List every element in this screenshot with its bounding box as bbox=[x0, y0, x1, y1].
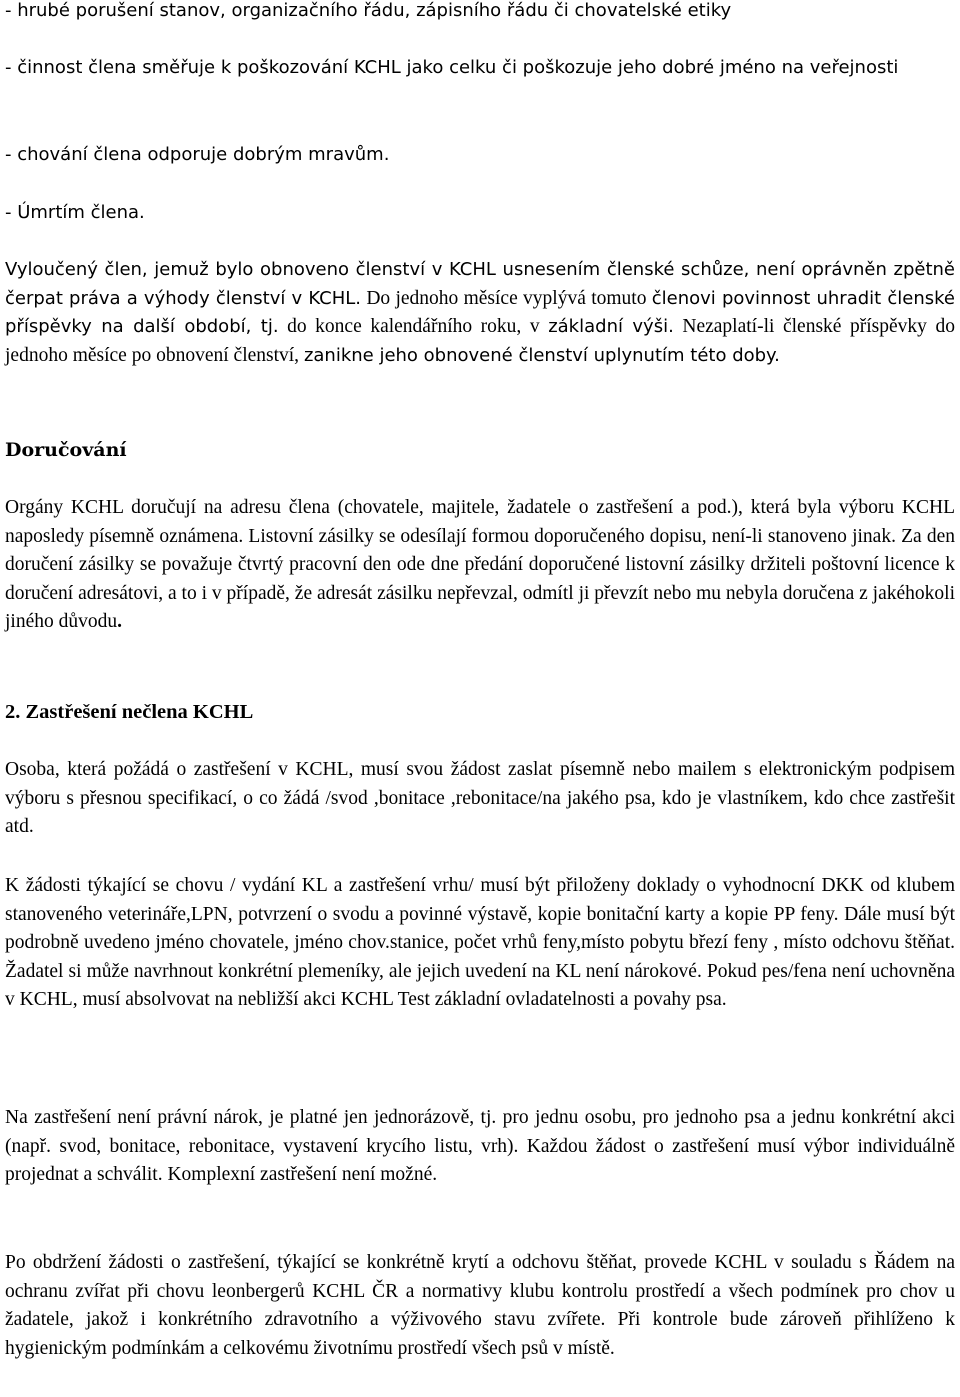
list-item-death: - Úmrtím člena. bbox=[5, 202, 145, 223]
delivery-heading: Doručování bbox=[5, 439, 127, 461]
expelled-text-5: základní výši. bbox=[548, 316, 674, 338]
section-2-heading bbox=[5, 698, 955, 726]
expelled-text-6: Nezaplatí-li členské příspěvky do jednoho měsíce po obnovení členství, bbox=[5, 316, 955, 366]
expelled-text-1: Vyloučený člen, jemuž bylo obnoveno členství v KCHL usnesením členské schůze, není oprávněn zpětně čerpat práva a výhody členství v KCHL. bbox=[5, 259, 955, 309]
expelled-text-2: Do jednoho měsíce vyplývá tomuto bbox=[361, 287, 652, 309]
delivery-text-end: . bbox=[117, 611, 122, 633]
expelled-text-7: zanikne jeho obnovené členství uplynutím této doby. bbox=[303, 344, 780, 366]
expelled-text-3: členovi povinnost uhradit členské příspěvky na další období, tj. bbox=[5, 287, 955, 338]
request-paragraph: Osoba, která požádá o zastřešení v KCHL, musí svou žádost zaslat písemně nebo mailem s elektronickým podpisem výboru s přesnou specifikací, o co žádá /svod ,bonitace ,rebonitace/na jakého psa, kdo je vlastníkem, kdo chce zastřešit atd. bbox=[5, 759, 955, 838]
list-item-morals: - chování člena odporuje dobrým mravům. bbox=[5, 144, 390, 165]
expelled-text-4: do konce kalendářního roku, v bbox=[278, 316, 549, 338]
delivery-paragraph bbox=[5, 494, 955, 637]
list-item-violation: - hrubé porušení stanov, organizačního řádu, zápisního řádu či chovatelské etiky bbox=[5, 0, 732, 21]
inspection-paragraph: Po obdržení žádosti o zastřešení, týkající se konkrétně krytí a odchovu štěňat, provede KCHL v souladu s Řádem na ochranu zvířat při chovu leonbergerů KCHL ČR a normativy klubu kontrolu prostředí a všech podmínek pro chov u žadatele, jakož i konkrétního zdravotního a výživového stavu zvířete. Při kontrole bude zároveň přihlíženo k hygienickým podmínkám a celkovému životnímu prostředí všech psů v místě. bbox=[5, 1252, 955, 1359]
legal-claim-paragraph: Na zastřešení není právní nárok, je platné jen jednorázově, tj. pro jednu osobu, pro jednoho psa a jednu konkrétní akci (např. svod, bonitace, rebonitace, vystavení krycího listu, vrh). Každou žádost o zastřešení musí výbor individuálně projednat a schválit. Komplexní zastřešení není možné. bbox=[5, 1107, 955, 1186]
expelled-member-paragraph bbox=[5, 256, 955, 370]
delivery-text: Orgány KCHL doručují na adresu člena (chovatele, majitele, žadatele o zastřešení a pod.), která byla výboru KCHL naposledy písemně oznámena. Listovní zásilky se odesílají formou doporučeného dopisu, není-li stanoveno jinak. Za den doručení zásilky se považuje čtvrtý pracovní den ode dne předání doporučené listovní zásilky držiteli poštovní licence k doručení adresátovi, a to i v případě, že adresát zásilku nepřevzal, odmítl ji převzít nebo mu nebyla doručena z jakéhokoli jiného důvodu bbox=[5, 497, 955, 633]
section-2-title: Zastřešení nečlena KCHL bbox=[25, 701, 254, 723]
list-item-reputation: - činnost člena směřuje k poškozování KCHL jako celku či poškozuje jeho dobré jméno na veřejnosti bbox=[5, 57, 899, 78]
documents-paragraph: K žádosti týkající se chovu / vydání KL a zastřešení vrhu/ musí být přiloženy doklady o vyhodnocní DKK od klubem stanoveného veterináře,LPN, potvrzení o svodu a povinné výstavě, kopie bonitační karty a kopie PP feny. Dále musí být podrobně uvedeno jméno chovatele, jméno chov.stanice, počet vrhů feny,místo pobytu březí feny , místo odchovu štěňat. Žadatel si může navrhnout konkrétní plemeníky, ale jejich uvedení na KL není nárokové. Pokud pes/fena není uchovněna v KCHL, musí absolvovat na nebližší akci KCHL Test základní ovladatelnosti a povahy psa. bbox=[5, 875, 955, 1011]
section-2-number: 2. bbox=[5, 701, 21, 723]
